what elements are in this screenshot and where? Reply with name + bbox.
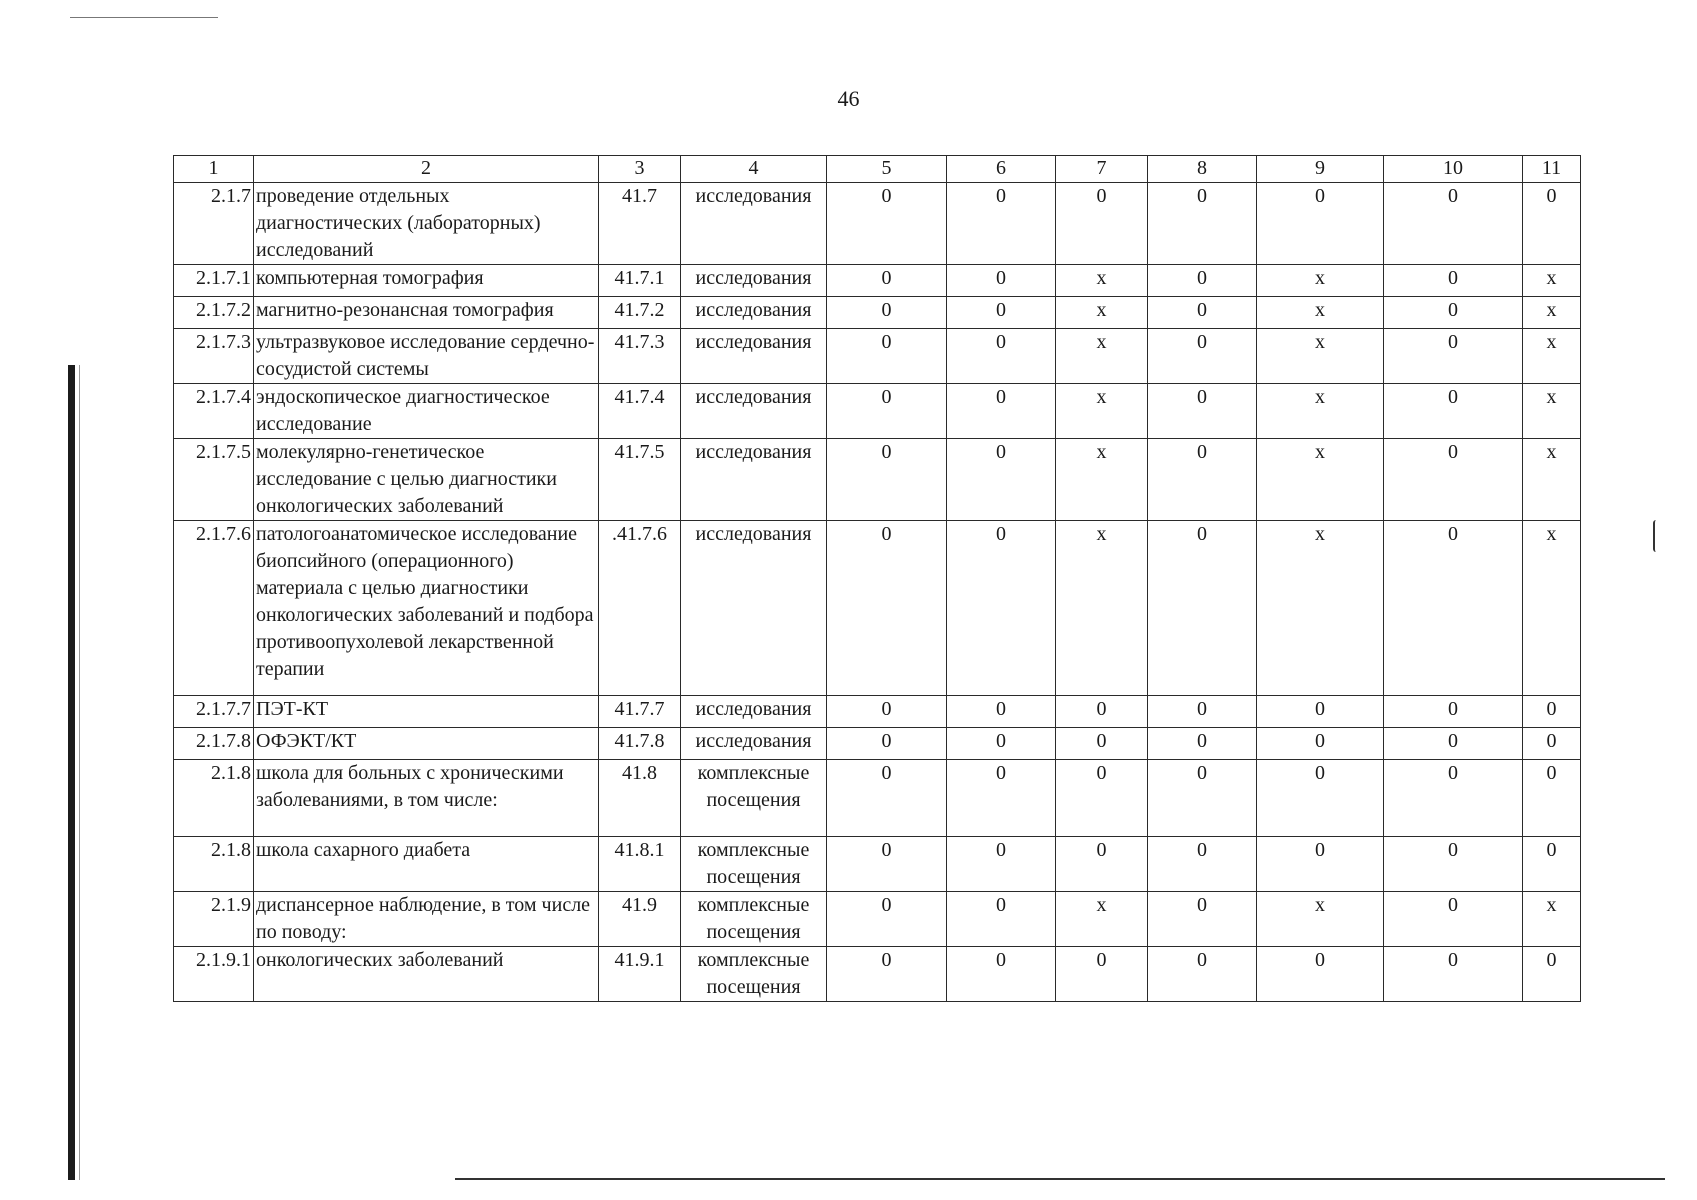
row-unit: исследования	[681, 297, 827, 329]
value-col-6: 0	[947, 892, 1056, 947]
value-col-10: 0	[1384, 329, 1523, 384]
value-col-8: 0	[1148, 521, 1257, 696]
value-col-9: х	[1257, 265, 1384, 297]
value-col-6: 0	[947, 384, 1056, 439]
value-col-7: 0	[1056, 947, 1148, 1002]
value-col-9: 0	[1257, 760, 1384, 837]
table-row	[174, 521, 1581, 696]
row-number: 2.1.7.1	[174, 265, 254, 297]
value-col-11: х	[1523, 297, 1581, 329]
column-header: 11	[1523, 156, 1581, 183]
value-col-7: 0	[1056, 760, 1148, 837]
row-name: онкологических заболеваний	[254, 947, 599, 1002]
value-col-7: х	[1056, 892, 1148, 947]
value-col-7: 0	[1056, 728, 1148, 760]
table-row	[174, 439, 1581, 521]
value-col-10: 0	[1384, 439, 1523, 521]
row-unit: исследования	[681, 183, 827, 265]
row-number: 2.1.7.7	[174, 696, 254, 728]
value-col-8: 0	[1148, 265, 1257, 297]
table-row	[174, 297, 1581, 329]
value-col-5: 0	[827, 329, 947, 384]
value-col-7: х	[1056, 384, 1148, 439]
value-col-10: 0	[1384, 760, 1523, 837]
table-row	[174, 384, 1581, 439]
value-col-8: 0	[1148, 329, 1257, 384]
value-col-9: 0	[1257, 696, 1384, 728]
value-col-6: 0	[947, 837, 1056, 892]
value-col-11: х	[1523, 265, 1581, 297]
row-code: 41.9	[599, 892, 681, 947]
value-col-8: 0	[1148, 183, 1257, 265]
table-row	[174, 696, 1581, 728]
value-col-7: х	[1056, 265, 1148, 297]
row-unit: комплексные посещения	[681, 837, 827, 892]
value-col-5: 0	[827, 728, 947, 760]
table-row	[174, 760, 1581, 837]
value-col-6: 0	[947, 728, 1056, 760]
row-name: компьютерная томография	[254, 265, 599, 297]
value-col-9: 0	[1257, 728, 1384, 760]
value-col-6: 0	[947, 329, 1056, 384]
value-col-9: х	[1257, 297, 1384, 329]
row-number: 2.1.7.6	[174, 521, 254, 696]
row-code: 41.9.1	[599, 947, 681, 1002]
value-col-10: 0	[1384, 297, 1523, 329]
row-code: 41.8.1	[599, 837, 681, 892]
value-col-5: 0	[827, 892, 947, 947]
value-col-10: 0	[1384, 384, 1523, 439]
value-col-7: 0	[1056, 696, 1148, 728]
row-code: 41.7.8	[599, 728, 681, 760]
row-name: ультразвуковое исследование сердечно-сосудистой системы	[254, 329, 599, 384]
value-col-9: 0	[1257, 183, 1384, 265]
row-code: 41.7	[599, 183, 681, 265]
value-col-10: 0	[1384, 947, 1523, 1002]
value-col-6: 0	[947, 696, 1056, 728]
value-col-5: 0	[827, 521, 947, 696]
value-col-5: 0	[827, 947, 947, 1002]
value-col-6: 0	[947, 439, 1056, 521]
row-unit: комплексные посещения	[681, 947, 827, 1002]
row-number: 2.1.7.5	[174, 439, 254, 521]
row-name: патологоанатомическое исследование биопсийного (операционного) материала с целью диагностики онкологических заболеваний и подбора противоопухолевой лекарственной терапии	[254, 521, 599, 696]
row-unit: исследования	[681, 329, 827, 384]
value-col-10: 0	[1384, 837, 1523, 892]
row-code: .41.7.6	[599, 521, 681, 696]
row-unit: исследования	[681, 439, 827, 521]
row-number: 2.1.7	[174, 183, 254, 265]
row-code: 41.7.2	[599, 297, 681, 329]
row-code: 41.7.3	[599, 329, 681, 384]
row-name: проведение отдельных диагностических (лабораторных) исследований	[254, 183, 599, 265]
table-row	[174, 892, 1581, 947]
row-number: 2.1.8	[174, 837, 254, 892]
column-header: 6	[947, 156, 1056, 183]
value-col-7: х	[1056, 521, 1148, 696]
value-col-10: 0	[1384, 183, 1523, 265]
value-col-7: х	[1056, 297, 1148, 329]
row-code: 41.7.7	[599, 696, 681, 728]
row-number: 2.1.7.3	[174, 329, 254, 384]
row-name: школа для больных с хроническими заболеваниями, в том числе:	[254, 760, 599, 837]
value-col-6: 0	[947, 760, 1056, 837]
row-name: магнитно-резонансная томография	[254, 297, 599, 329]
table-row	[174, 837, 1581, 892]
row-unit: исследования	[681, 265, 827, 297]
value-col-10: 0	[1384, 521, 1523, 696]
value-col-11: 0	[1523, 728, 1581, 760]
value-col-11: х	[1523, 384, 1581, 439]
value-col-5: 0	[827, 696, 947, 728]
value-col-5: 0	[827, 439, 947, 521]
header-row	[174, 156, 1581, 183]
value-col-8: 0	[1148, 728, 1257, 760]
scan-mark	[1653, 520, 1658, 552]
value-col-9: х	[1257, 521, 1384, 696]
top-rule	[70, 17, 218, 18]
value-col-10: 0	[1384, 892, 1523, 947]
row-unit: исследования	[681, 521, 827, 696]
column-header: 3	[599, 156, 681, 183]
value-col-8: 0	[1148, 439, 1257, 521]
row-number: 2.1.7.4	[174, 384, 254, 439]
row-number: 2.1.9.1	[174, 947, 254, 1002]
value-col-6: 0	[947, 265, 1056, 297]
row-name: школа сахарного диабета	[254, 837, 599, 892]
row-name: ПЭТ-КТ	[254, 696, 599, 728]
table-row	[174, 265, 1581, 297]
value-col-9: х	[1257, 329, 1384, 384]
value-col-5: 0	[827, 760, 947, 837]
value-col-10: 0	[1384, 696, 1523, 728]
row-name: эндоскопическое диагностическое исследование	[254, 384, 599, 439]
table-row	[174, 728, 1581, 760]
value-col-8: 0	[1148, 696, 1257, 728]
column-header: 8	[1148, 156, 1257, 183]
table-row	[174, 329, 1581, 384]
row-name: диспансерное наблюдение, в том числе по поводу:	[254, 892, 599, 947]
value-col-7: 0	[1056, 183, 1148, 265]
value-col-5: 0	[827, 837, 947, 892]
row-unit: комплексные посещения	[681, 760, 827, 837]
value-col-7: 0	[1056, 837, 1148, 892]
column-header: 10	[1384, 156, 1523, 183]
row-number: 2.1.9	[174, 892, 254, 947]
row-unit: исследования	[681, 696, 827, 728]
row-name: ОФЭКТ/КТ	[254, 728, 599, 760]
row-code: 41.7.1	[599, 265, 681, 297]
value-col-9: 0	[1257, 947, 1384, 1002]
value-col-11: х	[1523, 329, 1581, 384]
column-header: 7	[1056, 156, 1148, 183]
row-unit: исследования	[681, 384, 827, 439]
value-col-6: 0	[947, 947, 1056, 1002]
column-header: 5	[827, 156, 947, 183]
row-unit: исследования	[681, 728, 827, 760]
row-code: 41.7.5	[599, 439, 681, 521]
value-col-11: х	[1523, 892, 1581, 947]
value-col-7: х	[1056, 329, 1148, 384]
value-col-10: 0	[1384, 728, 1523, 760]
value-col-11: 0	[1523, 760, 1581, 837]
value-col-8: 0	[1148, 837, 1257, 892]
row-number: 2.1.7.8	[174, 728, 254, 760]
row-name: молекулярно-генетическое исследование с целью диагностики онкологических заболеваний	[254, 439, 599, 521]
value-col-9: 0	[1257, 837, 1384, 892]
row-number: 2.1.8	[174, 760, 254, 837]
row-code: 41.8	[599, 760, 681, 837]
column-header: 4	[681, 156, 827, 183]
row-number: 2.1.7.2	[174, 297, 254, 329]
value-col-11: 0	[1523, 183, 1581, 265]
value-col-7: х	[1056, 439, 1148, 521]
value-col-11: 0	[1523, 947, 1581, 1002]
table-row	[174, 947, 1581, 1002]
value-col-5: 0	[827, 183, 947, 265]
column-header: 2	[254, 156, 599, 183]
value-col-9: х	[1257, 384, 1384, 439]
row-unit: комплексные посещения	[681, 892, 827, 947]
value-col-8: 0	[1148, 947, 1257, 1002]
value-col-11: 0	[1523, 837, 1581, 892]
scan-edge-line	[79, 365, 80, 1180]
value-col-11: 0	[1523, 696, 1581, 728]
column-header: 1	[174, 156, 254, 183]
value-col-6: 0	[947, 183, 1056, 265]
value-col-8: 0	[1148, 297, 1257, 329]
value-col-5: 0	[827, 384, 947, 439]
value-col-6: 0	[947, 521, 1056, 696]
page-number: 46	[837, 86, 860, 111]
value-col-9: х	[1257, 439, 1384, 521]
value-col-6: 0	[947, 297, 1056, 329]
value-col-8: 0	[1148, 892, 1257, 947]
value-col-11: х	[1523, 439, 1581, 521]
value-col-9: х	[1257, 892, 1384, 947]
column-header: 9	[1257, 156, 1384, 183]
bottom-rule	[455, 1178, 1665, 1180]
table-row	[174, 183, 1581, 265]
value-col-8: 0	[1148, 760, 1257, 837]
value-col-5: 0	[827, 297, 947, 329]
scan-edge-bar	[68, 365, 75, 1180]
value-col-11: х	[1523, 521, 1581, 696]
row-code: 41.7.4	[599, 384, 681, 439]
data-table	[173, 155, 1581, 1002]
value-col-10: 0	[1384, 265, 1523, 297]
value-col-5: 0	[827, 265, 947, 297]
value-col-8: 0	[1148, 384, 1257, 439]
